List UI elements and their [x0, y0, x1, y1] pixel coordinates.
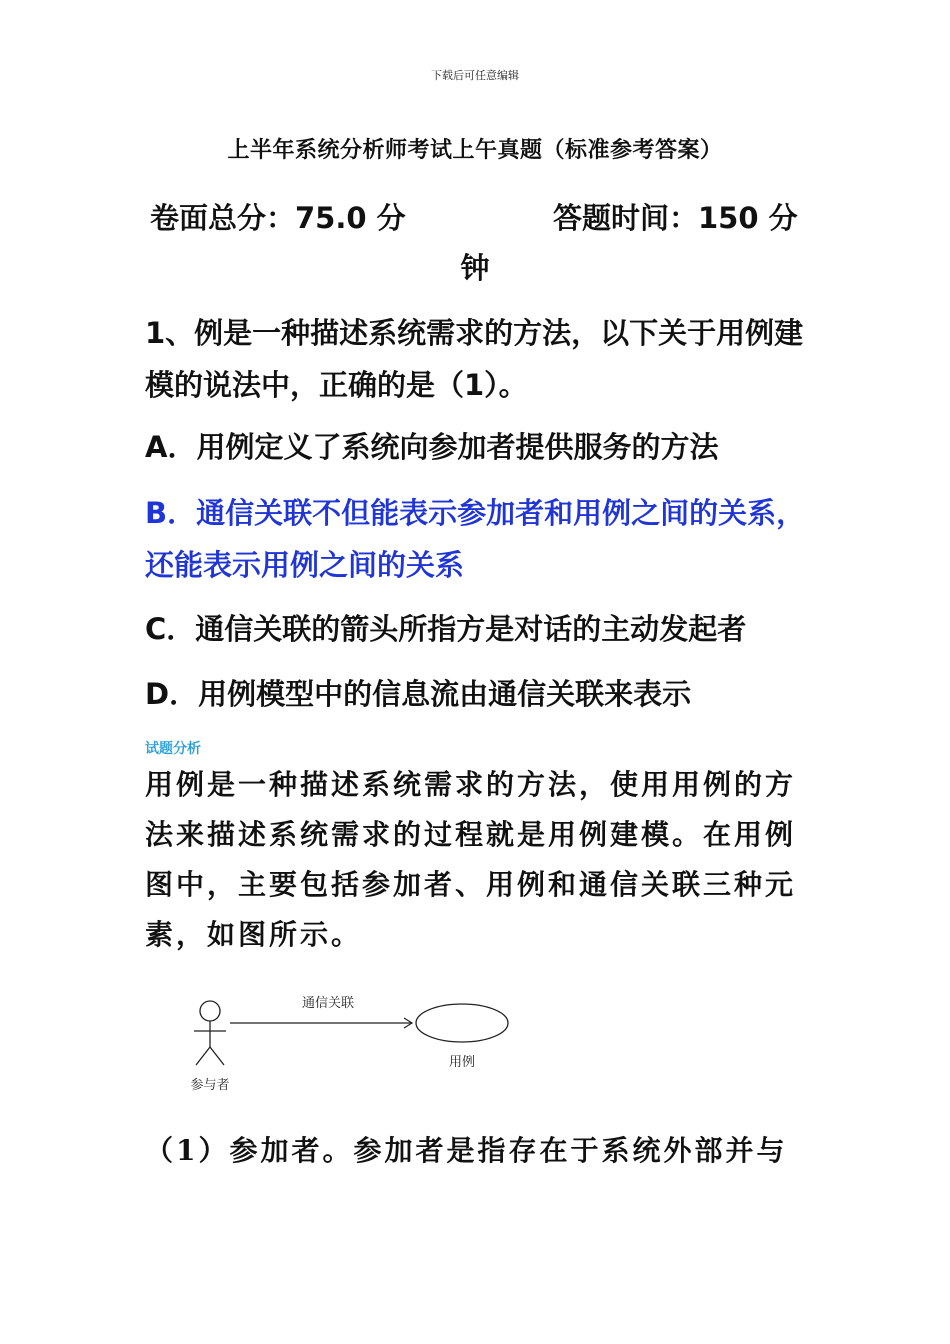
- actor-label: 参与者: [190, 1078, 230, 1093]
- association-arrow: [230, 1018, 412, 1028]
- total-score: 卷面总分：75.0 分: [150, 201, 406, 235]
- association-label: 通信关联: [301, 996, 355, 1011]
- option-c: C．通信关联的箭头所指方是对话的主动发起者: [145, 612, 747, 646]
- header-note: 下载后可任意编辑: [431, 69, 519, 82]
- option-a: A．用例定义了系统向参加者提供服务的方法: [145, 430, 719, 464]
- use-case-ellipse: [416, 1004, 508, 1042]
- exam-time: 答题时间：150 分: [553, 201, 798, 235]
- use-case-diagram: [180, 985, 520, 1095]
- option-d: D．用例模型中的信息流由通信关联来表示: [145, 677, 692, 711]
- exam-time-continued: 钟: [460, 251, 490, 285]
- question-text: 1、例是一种描述系统需求的方法，以下关于用例建模的说法中，正确的是（1）。: [145, 316, 804, 402]
- option-b-correct: B．通信关联不但能表示参加者和用例之间的关系，还能表示用例之间的关系: [145, 496, 806, 582]
- analysis-paragraph: 用例是一种描述系统需求的方法，使用用例的方法来描述系统需求的过程就是用例建模。在用例图中，主要包括参加者、用例和通信关联三种元素，如图所示。: [145, 768, 797, 951]
- analysis-point-1: （1）参加者。参加者是指存在于系统外部并与: [145, 1134, 788, 1167]
- actor-stick-figure-icon: [194, 1001, 226, 1065]
- analysis-label: 试题分析: [145, 741, 201, 757]
- use-case-label: 用例: [448, 1055, 476, 1070]
- document-title: 上半年系统分析师考试上午真题（标准参考答案）: [227, 138, 723, 163]
